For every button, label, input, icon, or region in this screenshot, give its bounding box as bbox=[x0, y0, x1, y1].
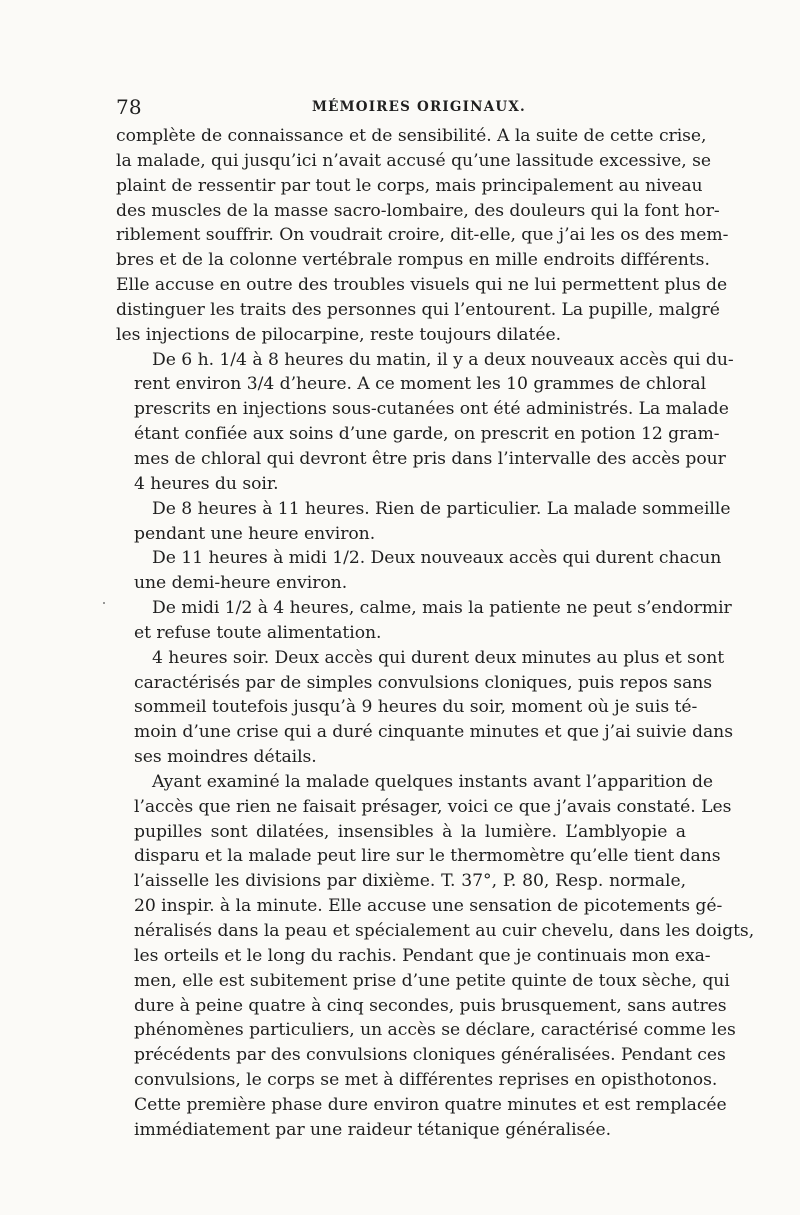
text-line: ses moindres détails. bbox=[134, 747, 317, 768]
paragraph bbox=[116, 124, 729, 348]
paragraph bbox=[116, 546, 722, 596]
text-line: une demi-heure environ. bbox=[134, 573, 348, 594]
text-line: 4 heures soir. Deux accès qui durent deux minutes au plus et sont bbox=[152, 647, 725, 668]
text-line: 4 heures du soir. bbox=[134, 473, 279, 494]
text-line: immédiatement par une raideur tétanique généralisée. bbox=[134, 1119, 611, 1140]
text-line: De 6 h. 1/4 à 8 heures du matin, il y a deux nouveaux accès qui du- bbox=[152, 349, 734, 370]
text-line: mes de chloral qui devront être pris dans l’intervalle des accès pour bbox=[134, 448, 726, 469]
text-line: pupilles sont dilatées, insensibles à la lumière. L’amblyopie a bbox=[134, 821, 686, 842]
margin-mark bbox=[103, 602, 105, 604]
text-line: pendant une heure environ. bbox=[134, 523, 376, 544]
text-line: l’aisselle les divisions par dixième. T. 37°, P. 80, Resp. normale, bbox=[134, 871, 686, 892]
text-line: dure à peine quatre à cinq secondes, puis brusquement, sans autres bbox=[134, 995, 727, 1016]
text-line: complète de connaissance et de sensibilité. A la suite de cette crise, bbox=[116, 126, 707, 146]
text-line: Cette première phase dure environ quatre minutes et est remplacée bbox=[134, 1094, 727, 1115]
text-line: moin d’une crise qui a duré cinquante minutes et que j’ai suivie dans bbox=[134, 722, 733, 743]
text-line: la malade, qui jusqu’ici n’avait accusé qu’une lassitude excessive, se bbox=[116, 150, 712, 171]
text-line: néralisés dans la peau et spécialement au cuir chevelu, dans les doigts, bbox=[134, 921, 755, 941]
paragraph bbox=[116, 348, 734, 497]
text-line: Ayant examiné la malade quelques instants avant l’apparition de bbox=[152, 771, 714, 792]
text-line: et refuse toute alimentation. bbox=[134, 622, 382, 643]
text-line: convulsions, le corps se met à différentes reprises en opisthotonos. bbox=[134, 1070, 718, 1091]
text-line: rent environ 3/4 d’heure. A ce moment les 10 grammes de chloral bbox=[134, 374, 707, 395]
paragraph bbox=[116, 646, 733, 770]
text-line: caractérisés par de simples convulsions cloniques, puis repos sans bbox=[134, 672, 713, 693]
running-head: MÉMOIRES ORIGINAUX. bbox=[312, 99, 526, 115]
text-line: disparu et la malade peut lire sur le thermomètre qu’elle tient dans bbox=[134, 846, 721, 867]
body-text bbox=[116, 124, 755, 1143]
paragraph bbox=[116, 596, 732, 646]
text-line: men, elle est subitement prise d’une petite quinte de toux sèche, qui bbox=[134, 970, 730, 991]
text-line: De midi 1/2 à 4 heures, calme, mais la patiente ne peut s’endormir bbox=[152, 598, 732, 619]
text-line: l’accès que rien ne faisait présager, voici ce que j’avais constaté. Les bbox=[134, 796, 732, 817]
text-line: distinguer les traits des personnes qui l’entourent. La pupille, malgré bbox=[116, 299, 720, 320]
text-line: des muscles de la masse sacro-lombaire, des douleurs qui la font hor- bbox=[116, 200, 720, 221]
text-line: plaint de ressentir par tout le corps, mais principalement au niveau bbox=[116, 175, 703, 196]
page-number: 78 bbox=[116, 95, 142, 119]
text-line: 20 inspir. à la minute. Elle accuse une sensation de picotements gé- bbox=[134, 896, 723, 917]
text-line: De 8 heures à 11 heures. Rien de particulier. La malade sommeille bbox=[152, 498, 731, 519]
text-line: De 11 heures à midi 1/2. Deux nouveaux accès qui durent chacun bbox=[152, 548, 722, 569]
text-line: bres et de la colonne vertébrale rompus en mille endroits différents. bbox=[116, 250, 710, 271]
text-line: phénomènes particuliers, un accès se déclare, caractérisé comme les bbox=[134, 1020, 736, 1041]
page-header bbox=[116, 95, 688, 119]
text-line: riblement souffrir. On voudrait croire, dit-elle, que j’ai les os des mem- bbox=[116, 225, 729, 246]
text-line: sommeil toutefois jusqu’à 9 heures du soir, moment où je suis té- bbox=[134, 697, 698, 718]
paragraph bbox=[116, 497, 731, 547]
text-line: prescrits en injections sous-cutanées ont été administrés. La malade bbox=[134, 399, 729, 420]
text-line: les injections de pilocarpine, reste toujours dilatée. bbox=[116, 324, 562, 345]
text-line: précédents par des convulsions cloniques généralisées. Pendant ces bbox=[134, 1045, 726, 1066]
text-line: étant confiée aux soins d’une garde, on prescrit en potion 12 gram- bbox=[134, 424, 720, 445]
text-line: Elle accuse en outre des troubles visuels qui ne lui permettent plus de bbox=[116, 275, 728, 296]
text-line: les orteils et le long du rachis. Pendant que je continuais mon exa- bbox=[134, 945, 711, 966]
paragraph bbox=[116, 770, 755, 1143]
